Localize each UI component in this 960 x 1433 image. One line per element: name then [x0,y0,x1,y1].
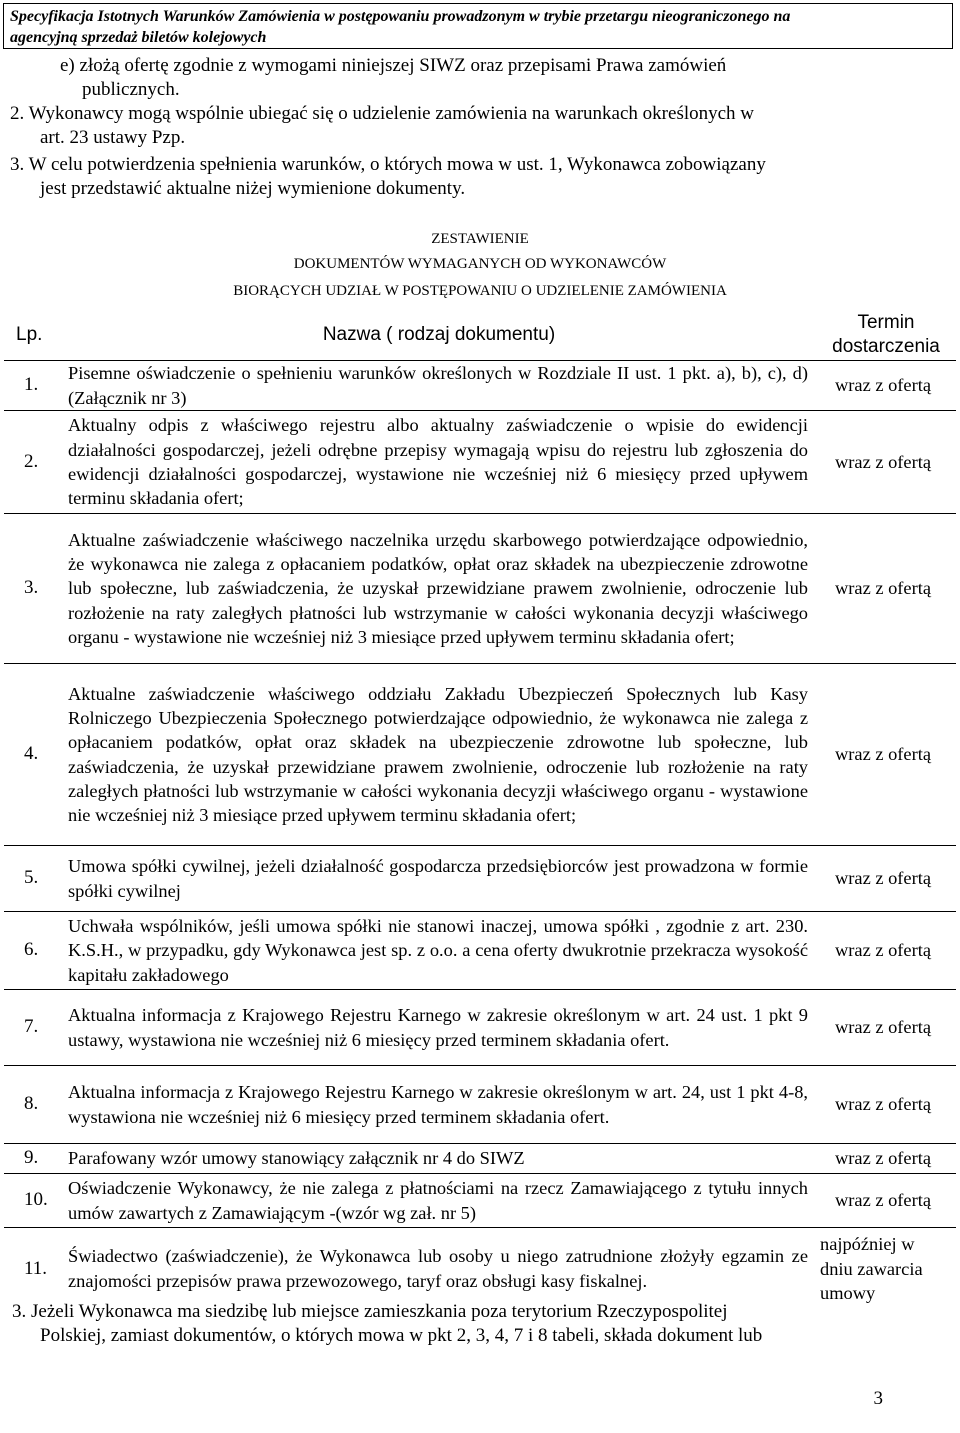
header-term-line-2: dostarczenia [832,336,940,357]
summary-title-line-3 [0,282,960,300]
outro-line-2: Polskiej, zamiast dokumentów, o których mowa w pkt 2, 3, 4, 7 i 8 tabeli, składa dokument lub [40,1325,763,1346]
row-lp: 5. [4,846,62,912]
row-term: wraz z ofertą [816,514,956,664]
title-zestawienie: ZESTAWIENIE [431,231,529,247]
row-term: wraz z ofertą [816,912,956,990]
row-lp: 1. [4,361,62,411]
header-line-2: agencyjną sprzedaż biletów kolejowych [10,29,267,46]
table-row [4,514,956,664]
intro-p2-line-1: 2. Wykonawcy mogą wspólnie ubiegać się o udzielenie zamówienia na warunkach określonych w [10,103,755,124]
row-name: Aktualna informacja z Krajowego Rejestru Karnego w zakresie określonym w art. 24 ust. 1 pkt 9 ustawy, wystawiona nie wcześniej niż 6 miesięcy przed terminem składania ofert. [62,990,816,1066]
intro-e-line-2: publicznych. [82,79,180,100]
row-term: wraz z ofertą [816,361,956,411]
table-row [4,664,956,846]
row-lp: 10. [4,1174,62,1228]
row-term: wraz z ofertą [816,411,956,514]
page-header [3,3,953,49]
table-row [4,990,956,1066]
table-row [4,1144,956,1174]
row-term: wraz z ofertą [816,1066,956,1144]
header-line-1: Specyfikacja Istotnych Warunków Zamówienia w postępowaniu prowadzonym w trybie przetargu nieograniczonego na [10,8,791,25]
page-number: 3 [873,1388,883,1409]
title-biorace: BIORĄCYCH UDZIAŁ W POSTĘPOWANIU O UDZIELENIE ZAMÓWIENIA [233,283,727,299]
row-name: Pisemne oświadczenie o spełnieniu warunków określonych w Rozdziale II ust. 1 pkt. a), b), c), d) (Załącznik nr 3) [62,361,816,411]
row-term: wraz z ofertą [816,664,956,846]
row-lp: 7. [4,990,62,1066]
row-name: Aktualny odpis z właściwego rejestru albo aktualny zaświadczenie o wpisie do ewidencji działalności gospodarczej, jeżeli odrębne przepisy wymagają wpisu do rejestru lub zgłoszenia do ewidencji działalności gospodarczej, wystawione nie wcześniej niż 6 miesięcy przed upływem terminu składania ofert; [62,411,816,514]
row-name: Oświadczenie Wykonawcy, że nie zalega z płatnościami na rzecz Zamawiającego z tytułu innych umów zawartych z Zamawiającym -(wzór wg zał. nr 5) [62,1174,816,1228]
row-lp: 9. [4,1144,62,1174]
intro-e-line-1: e) złożą ofertę zgodnie z wymogami niniejszej SIWZ oraz przepisami Prawa zamówień [60,55,727,76]
row-lp: 6. [4,912,62,990]
row-term: najpóźniej w dniu zawarcia umowy [816,1228,956,1310]
table-row [4,1174,956,1228]
documents-table [4,310,956,1310]
row-term: wraz z ofertą [816,990,956,1066]
header-term [816,310,956,361]
intro-p3-line-2: jest przedstawić aktualne niżej wymienione dokumenty. [40,178,466,199]
row-lp: 11. [4,1228,62,1310]
table-row [4,846,956,912]
row-name: Aktualne zaświadczenie właściwego naczelnika urzędu skarbowego potwierdzające odpowiednio, że wykonawca nie zalega z opłacaniem podatków, opłat oraz składek na ubezpieczenie zdrowotne lub społeczne, lub zaświadczenia, że uzyskał przewidziane prawem zwolnienie, odroczenie lub rozłożenie na raty zaległych płatności lub wstrzymanie w całości wykonania decyzji właściwego organu - wystawione nie wcześniej niż 3 miesiące przed upływem terminu składania ofert; [62,514,816,664]
header-lp: Lp. [16,323,43,345]
header-term-line-1: Termin [857,312,915,333]
row-name: Aktualne zaświadczenie właściwego oddziału Zakładu Ubezpieczeń Społecznych lub Kasy Rolniczego Ubezpieczenia Społecznego potwierdzające odpowiednio, że wykonawca nie zalega z opłacaniem podatków, opłat oraz składek na ubezpieczenie zdrowotne lub społeczne, lub zaświadczenia, że uzyskał przewidziane prawem zwolnienie, odroczenie lub rozłożenie na raty zaległych płatności lub wstrzymanie w całości wykonania decyzji właściwego organu - wystawione nie wcześniej niż 3 miesiące przed upływem terminu składania ofert; [62,664,816,846]
row-term: wraz z ofertą [816,846,956,912]
intro-p2-line-2: art. 23 ustawy Pzp. [40,127,186,148]
row-name: Umowa spółki cywilnej, jeżeli działalność gospodarcza przedsiębiorców jest prowadzona w formie spółki cywilnej [62,846,816,912]
table-row [4,1066,956,1144]
row-term: wraz z ofertą [816,1144,956,1174]
row-name: Aktualna informacja z Krajowego Rejestru Karnego w zakresie określonym w art. 24, ust 1 pkt 4-8, wystawiona nie wcześniej niż 6 miesięcy przed terminem składania ofert. [62,1066,816,1144]
row-term: wraz z ofertą [816,1174,956,1228]
summary-title-line-1 [0,230,960,248]
row-name: Świadectwo (zaświadczenie), że Wykonawca lub osoby u niego zatrudnione złożyły egzamin ze znajomości przepisów prawa przewozowego, taryf oraz obsługi kasy fiskalnej. [62,1228,816,1310]
summary-title-line-2 [0,255,960,273]
title-dokumenty: DOKUMENTÓW WYMAGANYCH OD WYKONAWCÓW [293,256,667,272]
row-lp: 4. [4,664,62,846]
row-name: Parafowany wzór umowy stanowiący załącznik nr 4 do SIWZ [62,1144,816,1174]
table-row [4,411,956,514]
row-lp: 8. [4,1066,62,1144]
table-header-row [4,310,956,361]
intro-p3-line-1: 3. W celu potwierdzenia spełnienia warunków, o których mowa w ust. 1, Wykonawca zobowiązany [10,154,766,175]
table-row [4,1228,956,1310]
table-row [4,361,956,411]
row-lp: 2. [4,411,62,514]
outro-line-1: 3. Jeżeli Wykonawca ma siedzibę lub miejsce zamieszkania poza terytorium Rzeczypospolitej [12,1301,728,1322]
row-lp: 3. [4,514,62,664]
row-name: Uchwała wspólników, jeśli umowa spółki nie stanowi inaczej, umowa spółki , zgodnie z art. 230. K.S.H., w przypadku, gdy Wykonawca jest sp. z o.o. a cena oferty dwukrotnie przekracza wysokość kapitału zakładowego [62,912,816,990]
table-row [4,912,956,990]
header-name: Nazwa ( rodzaj dokumentu) [322,323,556,345]
